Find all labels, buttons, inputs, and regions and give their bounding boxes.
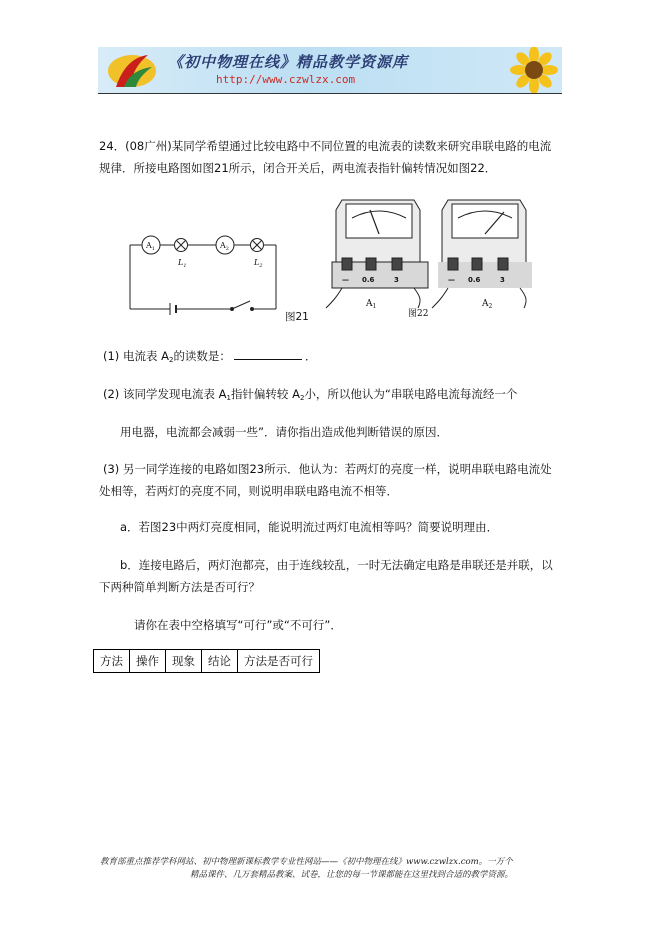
fig21-lamp2-label: $L_2$ — [254, 258, 263, 269]
site-url[interactable]: http://www.czwlzx.com — [216, 73, 356, 86]
q2-line1: (2) 该同学发现电流表 $A_1$指针偏转较 $A_2$小，所以他认为“串联电路电流每流经一个 — [103, 387, 518, 402]
qb-line2: 下两种简单判断方法是否可行？ — [99, 580, 260, 594]
header-banner — [98, 47, 562, 94]
meter2-terminal-06: 0.6 — [468, 276, 481, 284]
answer-table — [93, 649, 320, 673]
q3-line1: (3) 另一同学连接的电路如图23所示．他认为：若两灯的亮度一样，说明串联电路电流处 — [103, 462, 552, 476]
meter1-terminal-3: 3 — [394, 276, 399, 284]
qb-line1: b．连接电路后，两灯泡都亮，由于连线较乱，一时无法确定电路是串联还是并联，以 — [120, 558, 553, 572]
meter1-label: $A_1$ — [366, 299, 377, 310]
footer-line2: 精品课件、几万套精品教案、试卷，让您的每一节课都能在这里找到合适的教学资源。 — [190, 870, 514, 880]
fig21-ammeter2-label: $A_2$ — [220, 241, 229, 252]
fig21-caption: 图21 — [285, 311, 309, 323]
meter2-label: $A_2$ — [482, 299, 493, 310]
table-header-cell: 方法 — [94, 650, 130, 673]
site-title: 《初中物理在线》精品教学资源库 — [168, 53, 409, 71]
question-intro-line1: 24．(08广州)某同学希望通过比较电路中不同位置的电流表的读数来研究串联电路的电流 — [99, 139, 552, 153]
fig21-ammeter1-label: $A_1$ — [146, 241, 155, 252]
table-header-cell: 方法是否可行 — [238, 650, 320, 673]
footer-line1: 教育部重点推荐学科网站、初中物理新课标教学专业性网站——《初中物理在线》www.czwlzx.com。一万个 — [100, 857, 513, 867]
q1-text: (1) 电流表 $A_2$的读数是： ． — [103, 349, 317, 364]
fig21-lamp1-label: $L_1$ — [178, 258, 187, 269]
table-header-cell: 现象 — [166, 650, 202, 673]
meter1-terminal-06: 0.6 — [362, 276, 375, 284]
q3-line2: 处相等，若两灯的亮度不同，则说明串联电路电流不相等． — [99, 484, 398, 498]
instruction-text: 请你在表中空格填写“可行”或“不可行”． — [134, 618, 342, 632]
site-logo-icon — [102, 49, 162, 91]
meter2-terminal-3: 3 — [500, 276, 505, 284]
table-header-cell: 操作 — [130, 650, 166, 673]
question-intro-line2: 规律．所接电路图如图21所示，闭合开关后，两电流表指针偏转情况如图22． — [99, 161, 497, 175]
q2-line2: 用电器，电流都会减弱一些”．请你指出造成他判断错误的原因． — [120, 425, 448, 439]
sunflower-icon — [506, 47, 562, 93]
qa-text: a．若图23中两灯亮度相同，能说明流过两灯电流相等吗？简要说明理由． — [120, 520, 499, 534]
ammeters-fig22 — [322, 196, 532, 318]
table-header-row — [94, 650, 320, 673]
fig22-caption: 图22 — [408, 309, 429, 318]
q1-answer-blank[interactable] — [234, 359, 302, 360]
table-header-cell: 结论 — [202, 650, 238, 673]
meter1-terminal-minus: — — [342, 276, 349, 284]
meter2-terminal-minus: — — [448, 276, 455, 284]
